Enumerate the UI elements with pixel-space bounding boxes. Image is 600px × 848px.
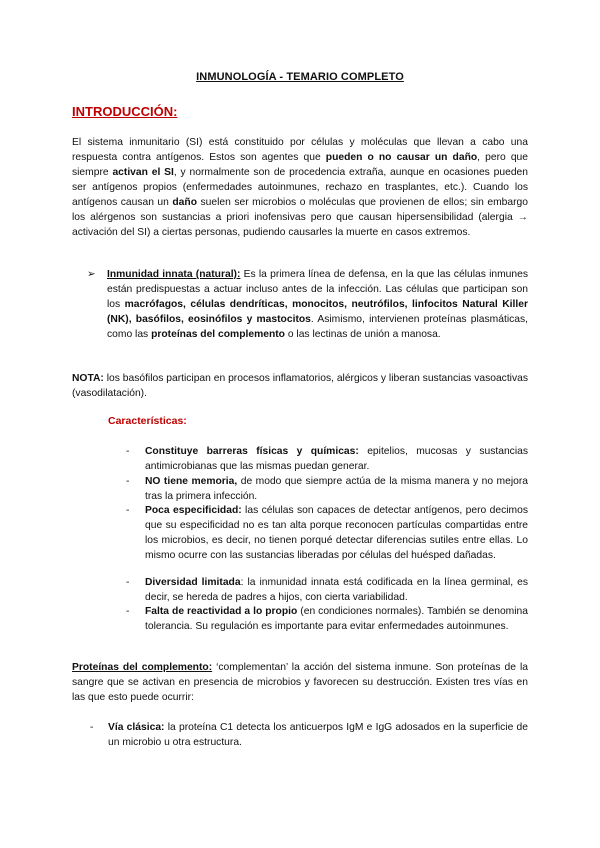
dash-bullet-icon: - [126,505,130,516]
bold-text-run: Poca especificidad: [145,505,242,516]
text-run: los basófilos participan en procesos inflamatorios, alérgicos y liberan sustancias vasoactivas (vasodilatación). [72,373,528,399]
bold-text-run: Falta de reactividad a lo propio [145,606,298,617]
text-run: , y normalmente son de procedencia extraña, aunque en ocasiones pueden ser antígenos propios (enfermedades autoinmunes, rechazo en trasplantes, etc.). Cuando los antígenos causan un [72,167,529,208]
bold-text-run: Proteínas del complemento: [72,662,213,673]
dash-bullet-icon: - [126,446,130,457]
bold-text-run: proteínas del complemento [151,329,285,340]
dash-bullet-icon: - [126,577,130,588]
text-run: la proteína C1 detecta los anticuerpos IgM e IgG adosados en la superficie de un microbio u otra estructura. [108,722,528,748]
dash-bullet-icon: - [126,606,130,617]
characteristic-item [145,604,528,634]
document-title: INMUNOLOGÍA - TEMARIO COMPLETO [196,71,404,83]
intro-paragraph [72,135,528,240]
text-run: : la inmunidad innata está codificada en la línea germinal, es decir, se hereda de padres a hijos, con cierta variabilidad. [145,577,528,603]
bold-text-run: Diversidad limitada [145,577,241,588]
bold-text-run: NO tiene memoria, [145,476,238,487]
text-run: ‘complementan’ la acción del sistema inmune. Son proteínas de la sangre que se activan en presencia de microbios y favorecen su destrucción. Existen tres vías en las que esto puede ocurrir: [72,662,528,703]
text-run: o las lectinas de unión a manosa. [284,329,441,340]
text-run: Es la primera línea de defensa, en la que las células inmunes están predispuestas a actuar incluso antes de la infección. Las células que participan son los [107,269,528,310]
bold-text-run: macrófagos, células dendríticas, monocitos, neutrófilos, linfocitos Natural Killer (NK), basófilos, eosinófilos y mastocitos [107,299,528,325]
bold-text-run: daño [172,197,197,208]
characteristics-heading: Características: [108,415,187,427]
text-run: suelen ser microbios o moléculas que provienen de ellos; sin embargo los alérgenos son sustancias a priori inofensivas pero que causan hipersensibilidad (alergia → activación del SI) a ciertas personas, pudiendo causarles la muerte en casos extremos. [72,197,528,238]
text-run: de modo que siempre actúa de la misma manera y no mejora tras la primera infección. [145,476,528,502]
bold-text-run: Constituye barreras físicas y químicas: [145,446,359,457]
note-paragraph [72,371,528,401]
text-run: El sistema inmunitario (SI) está constituido por células y moléculas que llevan a cabo una respuesta contra antígenos. Estos son agentes que [72,137,528,163]
bold-text-run: activan el SI [112,167,174,178]
bold-text-run: Inmunidad innata (natural): [107,269,241,280]
bold-text-run: Vía clásica: [108,722,165,733]
dash-bullet-icon: - [90,722,94,733]
characteristic-item [145,474,528,504]
characteristic-item [145,575,528,605]
text-run: epitelios, mucosas y sustancias antimicrobianas que las mismas puedan generar. [145,446,528,472]
dash-bullet-icon: - [126,476,130,487]
text-run: las células son capaces de detectar antígenos, pero decimos que su especificidad no es tan alta porque reconocen partículas compartidas entre los microbios, es decir, no tienen porqué detectar diferencias sutiles entre ellas. Lo mismo ocurre con las sustancias liberadas por células del huésped dañadas. [145,505,528,561]
characteristic-item [145,444,528,474]
pathway-item [108,720,528,750]
text-run: (en condiciones normales). También se denomina tolerancia. Su regulación es importante para evitar enfermedades autoinmunes. [145,606,528,632]
innate-immunity-item [107,267,528,342]
characteristic-item [145,503,528,563]
arrow-bullet-icon: ➢ [87,269,96,280]
bold-text-run: NOTA: [72,373,104,384]
section-heading-introduccion: INTRODUCCIÓN: [72,104,178,119]
text-run: . Asimismo, intervienen proteínas plasmáticas, como las [107,314,528,340]
bold-text-run: pueden o no causar un daño [325,152,478,163]
text-run: , pero que siempre [72,152,529,178]
complement-paragraph [72,660,528,705]
